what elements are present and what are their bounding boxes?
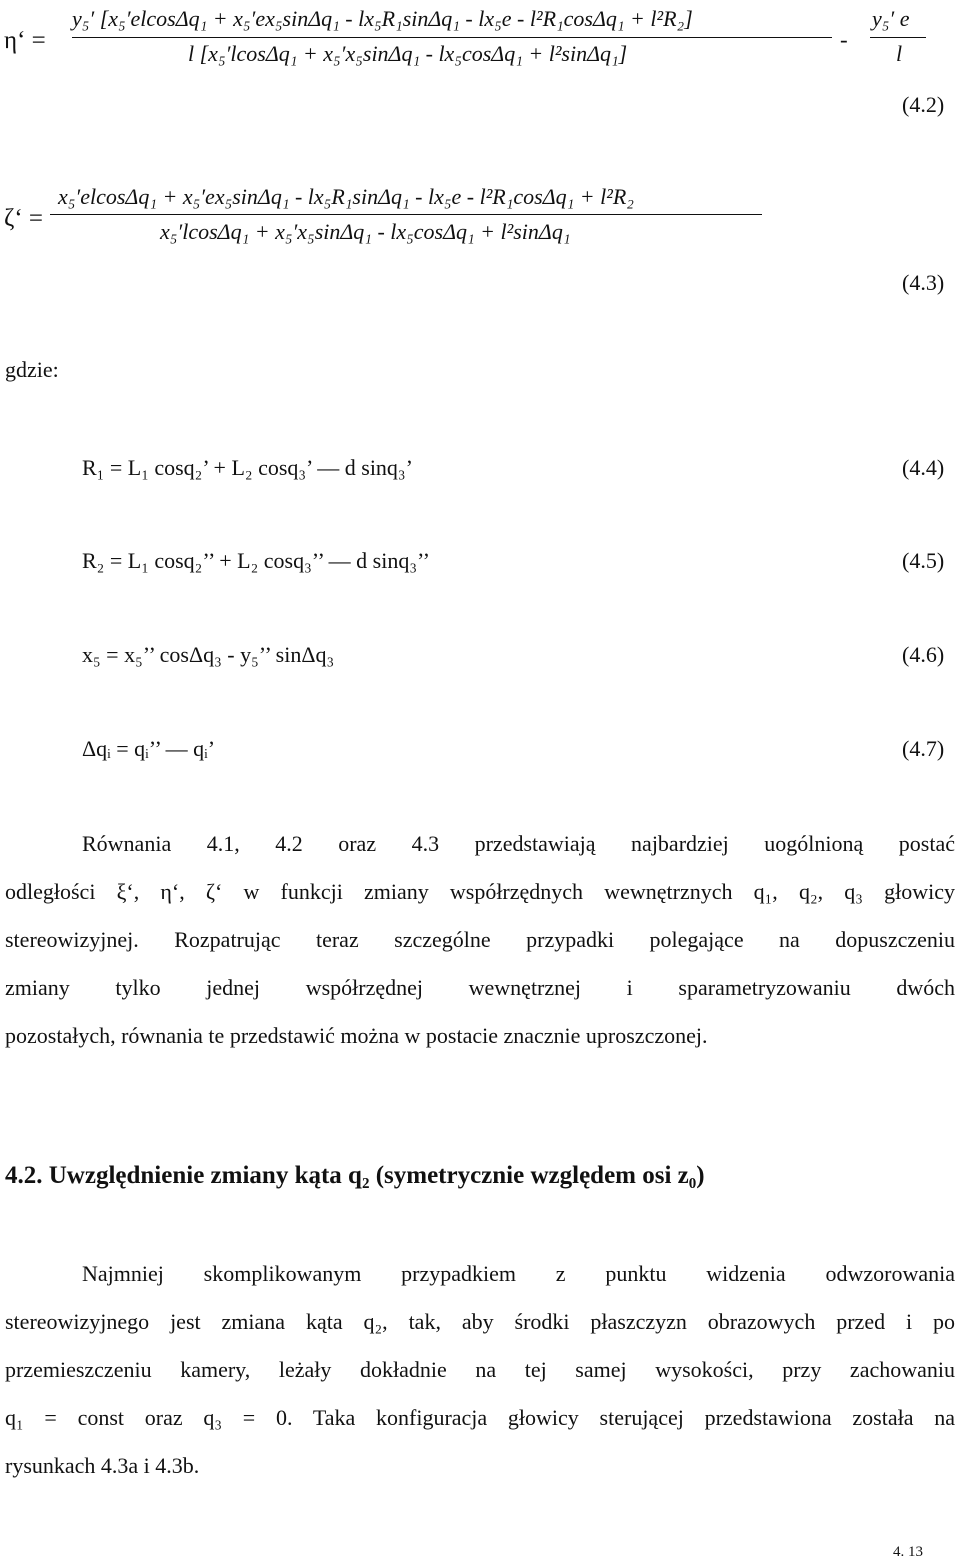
eq-4-2-numerator: y₅′ [x₅′elcosΔq₁ + x₅′ex₅sinΔq₁ - lx₅R₁sinΔq₁ - lx₅e - l²R₁cosΔq₁ + l²R₂] bbox=[72, 6, 693, 31]
eq-4-2-fraction-bar bbox=[72, 37, 832, 38]
eq-4-6: x₅ = x₅’’ cosΔq₃ - y₅’’ sinΔq₃ bbox=[82, 642, 335, 667]
paragraph-2-line: Najmniej skomplikowanym przypadkiem z punktu widzenia odwzorowania bbox=[82, 1261, 955, 1286]
eq-4-2-lhs: η‘ = bbox=[4, 27, 46, 54]
eq-4-5: R₂ = L₁ cosq₂’’ + L₂ cosq₃’’ — d sinq₃’’ bbox=[82, 548, 431, 573]
eq-4-3-fraction-bar bbox=[50, 214, 762, 215]
eq-4-7: Δqᵢ = qᵢ’’ — qᵢ’ bbox=[82, 736, 216, 761]
eq-4-3-numerator: x₅′elcosΔq₁ + x₅′ex₅sinΔq₁ - lx₅R₁sinΔq₁ - lx₅e - l²R₁cosΔq₁ + l²R₂ bbox=[58, 184, 634, 209]
paragraph-2 bbox=[5, 1250, 955, 1490]
eq-4-7-number: (4.7) bbox=[902, 736, 945, 761]
eq-4-4: R₁ = L₁ cosq₂’ + L₂ cosq₃’ — d sinq₃’ bbox=[82, 455, 413, 480]
eq-4-2-number: (4.2) bbox=[902, 92, 945, 117]
eq-4-4-number: (4.4) bbox=[902, 455, 945, 480]
eq-4-3-number: (4.3) bbox=[902, 270, 945, 295]
eq-4-2-rhs-numerator: y₅′ e bbox=[872, 6, 910, 31]
eq-4-3-denominator: x₅′lcosΔq₁ + x₅′x₅sinΔq₁ - lx₅cosΔq₁ + l²sinΔq₁ bbox=[160, 219, 571, 244]
eq-4-2-rhs-denominator: l bbox=[896, 41, 903, 66]
paragraph-1-line: stereowizyjnej. Rozpatrując teraz szczególne przypadki polegające na dopuszczeniu bbox=[5, 927, 955, 952]
paragraph-2-line: rysunkach 4.3a i 4.3b. bbox=[5, 1453, 200, 1478]
paragraph-1-line: pozostałych, równania te przedstawić można w postacie znacznie uproszczonej. bbox=[5, 1023, 708, 1048]
page-number: 4. 13 bbox=[893, 1544, 923, 1560]
eq-4-2-rhs-fraction-bar bbox=[870, 37, 926, 38]
eq-4-2-minus: - bbox=[840, 27, 848, 52]
paragraph-1-line: Równania 4.1, 4.2 oraz 4.3 przedstawiają najbardziej uogólnioną postać bbox=[82, 831, 955, 856]
paragraph-1 bbox=[5, 820, 955, 1060]
paragraph-2-line: przemieszczeniu kamery, leżały dokładnie na tej samej wysokości, przy zachowaniu bbox=[5, 1357, 955, 1382]
paragraph-1-line: odległości ξ‘, η‘, ζ‘ w funkcji zmiany współrzędnych wewnętrznych q₁, q₂, q₃ głowicy bbox=[5, 879, 955, 904]
paragraph-1-line: zmiany tylko jednej współrzędnej wewnętrznej i sparametryzowaniu dwóch bbox=[5, 975, 955, 1000]
eq-4-6-number: (4.6) bbox=[902, 642, 945, 667]
eq-4-3-lhs: ζ‘ = bbox=[4, 205, 44, 232]
section-heading: 4.2. Uwzględnienie zmiany kąta q₂ (symetrycznie względem osi z₀) bbox=[5, 1162, 705, 1189]
paragraph-2-line: q₁ = const oraz q₃ = 0. Taka konfiguracja głowicy sterującej przedstawiona została na bbox=[5, 1405, 955, 1430]
eq-4-5-number: (4.5) bbox=[902, 548, 945, 573]
paragraph-2-line: stereowizyjnego jest zmiana kąta q₂, tak, aby środki płaszczyzn obrazowych przed i po bbox=[5, 1309, 955, 1334]
eq-4-2-denominator: l [x₅′lcosΔq₁ + x₅′x₅sinΔq₁ - lx₅cosΔq₁ + l²sinΔq₁] bbox=[188, 41, 628, 66]
gdzie-label: gdzie: bbox=[5, 357, 59, 382]
